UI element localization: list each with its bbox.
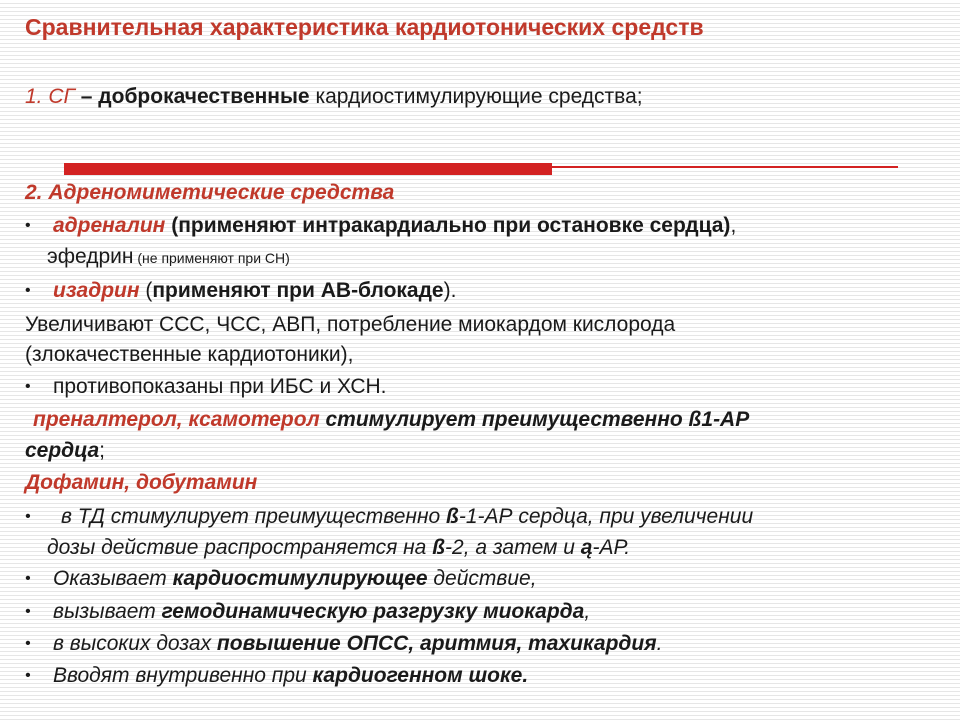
dofa-b2-a: Оказывает [53,567,173,590]
contra-text: противопоказаны при ИБС и ХСН. [53,375,387,398]
bullet-icon: • [25,378,31,395]
prenal-line [33,405,749,435]
beta-1: ß [446,505,459,528]
divider-line [552,166,898,168]
izadrin-note: применяют при АВ-блокаде [152,279,444,302]
prenal-cont [25,436,105,466]
sg-bold: доброкачественные [98,85,310,108]
sg-dash: – [74,85,99,108]
prenal-heart: сердца [25,439,100,462]
adrenalin: адреналин [53,214,166,237]
bullet-icon: • [25,282,31,299]
dofa-bullet-4 [25,629,662,659]
dofa-b1-d: -2, а затем и [445,536,581,559]
prenal-semi: ; [99,439,105,462]
izadrin: изадрин [53,279,140,302]
dofa-b3-b: гемодинамическую разгрузку миокарда [161,600,585,623]
increase-line-2: (злокачественные кардиотоники), [25,343,354,366]
dofa-b3-a: вызывает [53,600,162,623]
adreno-bullet-1 [25,211,736,241]
dofa-b5-a: Вводят внутривенно при [53,664,313,687]
bullet-icon: • [25,508,31,525]
bullet-icon: • [25,603,31,620]
bullet-icon: • [25,635,31,652]
dofa-b1-e: -АР. [592,536,631,559]
dofa-b2-b: кардиостимулирующее [172,567,428,590]
dofa-b1-c: дозы действие распространяется на [47,536,433,559]
increase-line-1: Увеличивают ССС, ЧСС, АВП, потребление миокардом кислорода [25,313,676,336]
dofa-b4-c: . [656,632,663,655]
adreno-bullet-1-cont [47,242,290,273]
dofa-heading: Дофамин, добутамин [25,471,258,494]
adrenalin-note: (применяют интракардиально при остановке сердца) [165,214,731,237]
sg-line [25,82,643,112]
adreno-heading: 2. Адреномиметические средства [25,181,395,204]
bullet-icon: • [25,570,31,587]
dofa-bullet-3 [25,597,590,627]
dofa-bullet-1-cont [47,533,630,563]
dofa-b5-b: кардиогенном шоке. [312,664,529,687]
contra-line [25,372,387,402]
dofa-bullet-5 [25,661,528,691]
slide-title: Сравнительная характеристика кардиотонических средств [25,14,704,40]
izadrin-paren: ( [139,279,153,302]
dofa-bullet-2 [25,564,537,594]
dofa-b1-a: в ТД стимулирует преимущественно [61,505,447,528]
prenal-names: преналтерол, ксамотерол [33,408,320,431]
beta-2: ß [432,536,446,559]
bullet-icon: • [25,217,31,234]
divider-bar [64,163,552,175]
alpha: ą [580,536,593,559]
sg-number: 1. СГ [25,85,75,108]
sg-rest: кардиостимулирующие средства; [309,85,643,108]
izadrin-close: ). [443,279,457,302]
dofa-b1-b: -1-АР сердца, при увеличении [458,505,754,528]
dofa-b4-b: повышение ОПСС, аритмия, тахикардия [216,632,657,655]
dofa-bullet-1 [25,502,753,532]
adreno-bullet-2 [25,276,456,306]
dofa-b4-a: в высоких дозах [53,632,217,655]
efedrin-note: (не применяют при СН) [133,250,290,266]
dofa-b3-c: , [584,600,591,623]
efedrin: эфедрин [47,245,134,268]
dofa-b2-c: действие, [427,567,537,590]
bullet-icon: • [25,667,31,684]
prenal-rest: стимулирует преимущественно ß1-АР [319,408,750,431]
adrenalin-comma: , [730,214,737,237]
